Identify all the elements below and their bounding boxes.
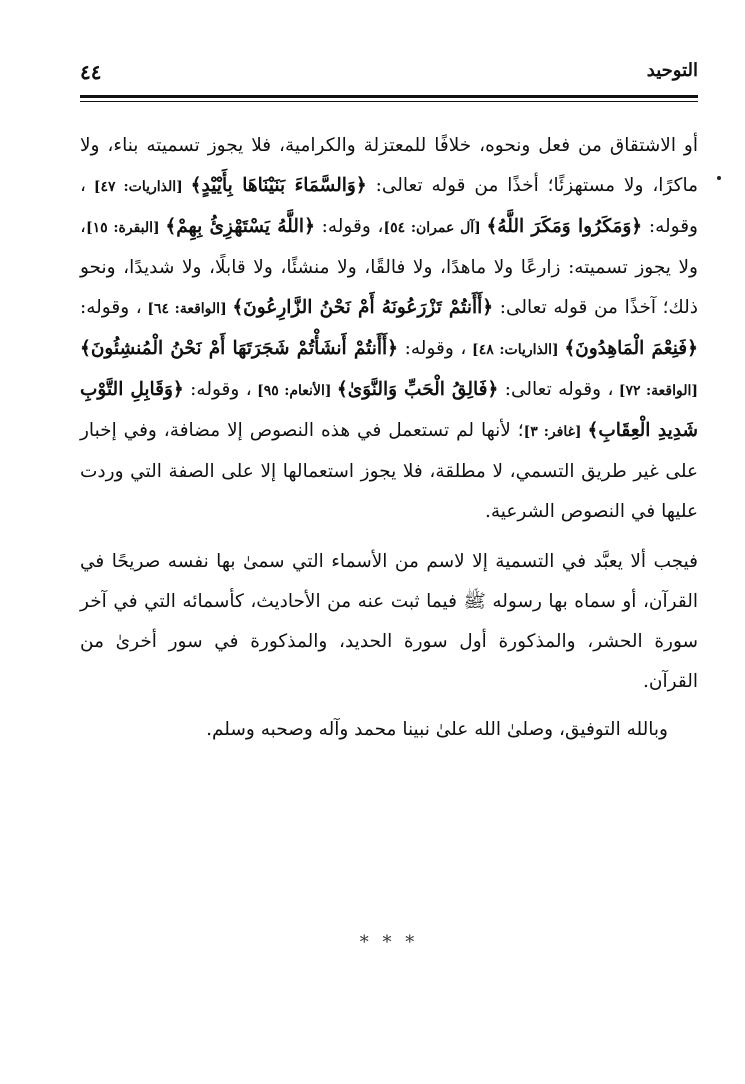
page-number: ٤٤ xyxy=(80,60,102,84)
quran-verse: ﴿أَأَنتُمْ أَنشَأْتُمْ شَجَرَتَهَا أَمْ نَحْنُ الْمُنشِئُونَ﴾ xyxy=(80,338,398,359)
verse-reference: [آل عمران: ٥٤] xyxy=(383,220,487,236)
quran-verse: ﴿فَالِقُ الْحَبِّ وَالنَّوَىٰ﴾ xyxy=(336,379,499,400)
page-header xyxy=(80,56,698,96)
header-rule-thin xyxy=(80,101,698,102)
quran-verse: ﴿وَمَكَرُوا وَمَكَرَ اللَّهُ﴾ xyxy=(486,216,643,237)
quran-verse: ﴿وَالسَّمَاءَ بَنَيْنَاهَا بِأَيْيْدٍ﴾ xyxy=(190,175,367,196)
quran-verse: ﴿أَأَنتُمْ تَزْرَعُونَهُ أَمْ نَحْنُ الزَّارِعُونَ﴾ xyxy=(232,297,494,318)
verse-reference: [الواقعة: ٧٢] xyxy=(613,383,698,399)
body-text-segment: ، وقوله: xyxy=(314,216,384,237)
running-title: التوحيد xyxy=(646,60,698,81)
paragraph-2: فيجب ألا يعبَّد في التسمية إلا لاسم من الأسماء التي سمىٰ بها نفسه صريحًا في القرآن، أو سماه بها رسوله ﷺ فيما ثبت عنه من الأحاديث، كأسمائه التي في آخر سورة الحشر، والمذكورة أول سورة الحديد، والمذكورة في سور أخرىٰ من القرآن. xyxy=(80,551,698,692)
paragraph-1 xyxy=(80,126,698,532)
verse-reference: [البقرة: ١٥] xyxy=(85,220,166,236)
verse-reference: [الذاريات: ٤٨] xyxy=(466,342,565,358)
verse-reference: [الأنعام: ٩٥] xyxy=(251,383,337,399)
closing-line: وبالله التوفيق، وصلىٰ الله علىٰ نبينا محمد وآله وصحبه وسلم. xyxy=(206,719,668,740)
quran-verse: ﴿وَقَابِلِ التَّوْبِ شَدِيدِ الْعِقَابِ﴾ xyxy=(80,379,699,441)
header-rule-thick xyxy=(80,95,698,98)
verse-reference: [غافر: ٣] xyxy=(523,424,588,440)
body-text-segment: أو الاشتقاق من فعل ونحوه، خلافًا للمعتزلة والكرامية، فلا يجوز تسميته بناء، ولا ماكرًا، ولا مستهزئًا؛ أخذًا من قوله تعالى: xyxy=(80,135,699,196)
body-text-segment: ، وقوله: xyxy=(183,379,252,400)
margin-mark xyxy=(717,176,721,180)
body-text-segment: ، وقوله: xyxy=(80,297,142,318)
body-text xyxy=(80,126,698,750)
body-text-segment: ، وقوله: xyxy=(398,338,467,359)
body-text-segment: ، وقوله: xyxy=(80,175,698,237)
section-separator: * * * xyxy=(359,932,419,953)
quran-verse: ﴿اللَّهُ يَسْتَهْزِئُ بِهِمْ﴾ xyxy=(165,216,315,237)
body-text-segment: ؛ لأنها لم تستعمل في هذه النصوص إلا مضافة، وفي إخبار على غير طريق التسمي، لا مطلقة، فلا يجوز استعمالها إلا على الصفة التي وردت عليها في النصوص الشرعية. xyxy=(80,420,698,522)
body-text-segment: ، ولا يجوز تسميته: زارعًا ولا ماهدًا، ولا فالقًا، ولا منشئًا، ولا قابلًا، ولا شديدًا، ونحو ذلك؛ آخذًا من قوله تعالى: xyxy=(80,216,699,318)
verse-reference: [الذاريات: ٤٧] xyxy=(85,179,191,195)
quran-verse: ﴿فَنِعْمَ الْمَاهِدُونَ﴾ xyxy=(564,338,698,359)
body-text-segment: ، وقوله تعالى: xyxy=(498,379,614,400)
verse-reference: [الواقعة: ٦٤] xyxy=(141,301,233,317)
